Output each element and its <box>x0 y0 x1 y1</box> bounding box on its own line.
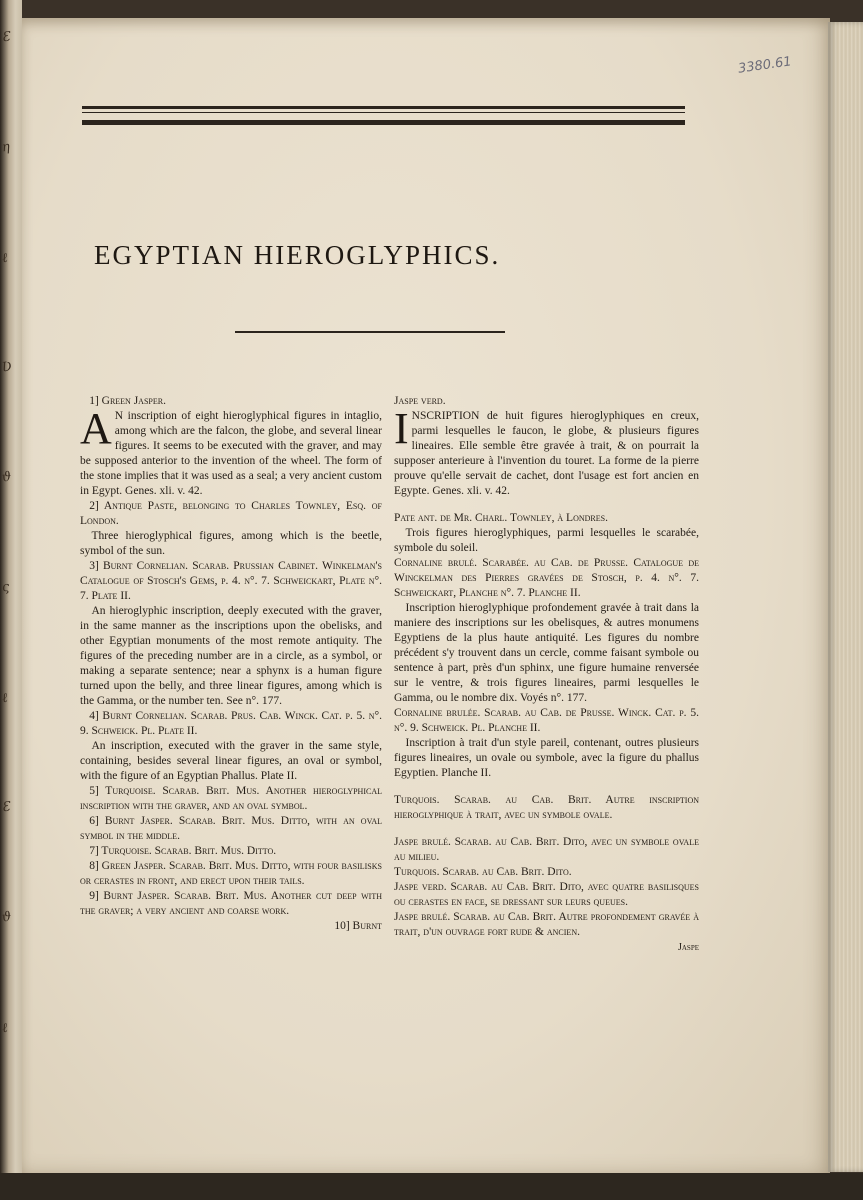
page-fore-edges <box>828 22 863 1172</box>
margin-note: ς <box>0 579 11 596</box>
en-drop-cap: A <box>80 404 112 453</box>
margin-note: ℓ <box>1 1020 9 1037</box>
book-page <box>22 18 830 1173</box>
fr-entry-text: Inscription à trait d'un style pareil, contenant, outres plusieurs figures lineaires, un ovale ou symbole, avec la figure du phallus Egyptien. Planche II. <box>394 737 699 779</box>
english-column <box>80 394 382 934</box>
page-title: EGYPTIAN HIEROGLYPHICS. <box>94 240 501 270</box>
en-entry-heading: 8] Green Jasper. Scarab. Brit. Mus. Ditto, with four basilisks or cerastes in front, and erect upon their tails. <box>80 860 382 887</box>
title-divider <box>235 331 505 333</box>
fr-catchword: Jaspe <box>677 942 699 953</box>
fr-entry-heading: Jaspe verd. <box>394 395 446 407</box>
fr-entry-paragraph <box>394 404 699 499</box>
en-entry-heading: 6] Burnt Jasper. Scarab. Brit. Mus. Ditto, with an oval symbol in the middle. <box>80 815 382 842</box>
french-column <box>394 394 699 955</box>
fr-entry-text: Inscription hieroglyphique profondement gravée à trait dans la maniere des inscriptions sur les obelisques, & autres monumens Egyptiens de la plus haute antiquité. Les figures du nombre précédent s'y trouvent dans un cercle, comme faisant symbole ou sentence à part, près d'un sphinx, une figure humaine renversée sur le ventre, & trois figures lineaires, parmi lesquelles le Gamma, ou le nombre dix. Voyés n°. 177. <box>394 602 699 704</box>
header-rule-top <box>82 106 685 109</box>
en-entry-heading: 4] Burnt Cornelian. Scarab. Prus. Cab. Winck. Cat. p. 5. n°. 9. Schweick. Pl. Plate II. <box>80 710 382 737</box>
fr-entry-heading: Cornaline brulée. Scarab. au Cab. de Prusse. Winck. Cat. p. 5. n°. 9. Schweick. Pl. Planche II. <box>394 707 699 734</box>
margin-note: ϑ <box>1 909 13 926</box>
fr-entry-heading: Cornaline brulé. Scarabée. au Cab. de Prusse. Catalogue de Winckelman des Pierres gravées de Stosch, p. 4. n°. 7. Schweickart, Planche n°. 7. Planche II. <box>394 557 699 599</box>
spacer <box>394 823 699 835</box>
spacer <box>394 499 699 511</box>
fr-entry-text: Trois figures hieroglyphiques, parmi lesquelles le scarabée, symbole du soleil. <box>394 527 699 554</box>
en-entry-text: N inscription of eight hieroglyphical figures in intaglio, among which are the falcon, the globe, and several linear figures. It seems to be executed with the graver, and may be supposed anterior to the invention of the wheel. The form of the stone implies that it was used as a seal; a very ancient custom in Egypt. Genes. xli. v. 42. <box>80 410 382 497</box>
en-entry-text: An inscription, executed with the graver in the same style, containing, besides several linear figures, an oval or symbol, with the figure of an Egyptian Phallus. Plate II. <box>80 740 382 782</box>
fr-entry-heading: Turquois. Scarab. au Cab. Brit. Autre inscription hieroglyphique à trait, avec un symbole ovale. <box>394 794 699 821</box>
fr-entry-heading: Jaspe brulé. Scarab. au Cab. Brit. Dito, avec un symbole ovale au milieu. <box>394 836 699 863</box>
fr-entry-heading: Jaspe brulé. Scarab. au Cab. Brit. Autre profondement gravée à trait, d'un ouvrage fort rude & ancien. <box>394 911 699 938</box>
en-entry-heading: 5] Turquoise. Scarab. Brit. Mus. Another hieroglyphical inscription with the graver, and an oval symbol. <box>80 785 382 812</box>
fr-entry-text: NSCRIPTION de huit figures hieroglyphiques en creux, parmi lesquelles le faucon, le globe, & plusieurs figures lineaires. Elle semble être gravée à trait, & on pourrait la supposer anterieure à l'invention du touret. La forme de la pierre prouve qu'elle servait de cachet, dont l'usage est fort ancien en Egypte. Genes. xli. v. 42. <box>394 410 699 497</box>
en-entry-heading: 9] Burnt Jasper. Scarab. Brit. Mus. Another cut deep with the graver; a very ancient and coarse work. <box>80 890 382 917</box>
margin-note: Ʋ <box>1 359 13 376</box>
header-rule-bottom <box>82 120 685 125</box>
en-catchword: 10] Burnt <box>334 920 382 932</box>
en-entry-text: Three hieroglyphical figures, among which is the beetle, symbol of the sun. <box>80 530 382 557</box>
header-rule-thin <box>82 112 685 113</box>
en-entry-heading: 7] Turquoise. Scarab. Brit. Mus. Ditto. <box>89 845 277 857</box>
scan-background <box>0 1173 863 1200</box>
fr-entry-heading: Turquois. Scarab. au Cab. Brit. Dito. <box>394 866 572 878</box>
margin-note: Ɛ <box>0 799 12 816</box>
fr-entry-heading: Pate ant. de Mr. Charl. Townley, à Londres. <box>394 512 608 524</box>
margin-note: ϑ <box>1 469 13 486</box>
fr-drop-cap: I <box>394 404 409 453</box>
en-entry-heading: 2] Antique Paste, belonging to Charles Townley, Esq. of London. <box>80 500 382 527</box>
margin-note: ℓ <box>1 690 9 707</box>
spacer <box>394 781 699 793</box>
shelfmark-pencil: 3380.61 <box>737 54 793 77</box>
en-entry-paragraph <box>80 404 382 499</box>
en-entry-heading: 3] Burnt Cornelian. Scarab. Prussian Cabinet. Winkelman's Catalogue of Stosch's Gems, p. 4. n°. 7. Schweickart, Plate n°. 7. Plate II. <box>80 560 382 602</box>
en-entry-heading: 1] Green Jasper. <box>89 395 166 407</box>
en-entry-text: An hieroglyphic inscription, deeply executed with the graver, in the same manner as the inscriptions upon the obelisks, and other Egyptian monuments of the most remote antiquity. The figures of the preceding number are in a circle, as a symbol, or making a separate sentence; near a sphynx is a human figure turned upon the belly, and three linear figures, among which is the Gamma, or the number ten. See n°. 177. <box>80 605 382 707</box>
margin-note: η <box>0 139 11 156</box>
fr-entry-heading: Jaspe verd. Scarab. au Cab. Brit. Dito, avec quatre basilisques ou cerastes en face, se dressant sur leurs queues. <box>394 881 699 908</box>
margin-note: Ɛ <box>0 29 12 46</box>
margin-note: ℓ <box>1 250 9 267</box>
